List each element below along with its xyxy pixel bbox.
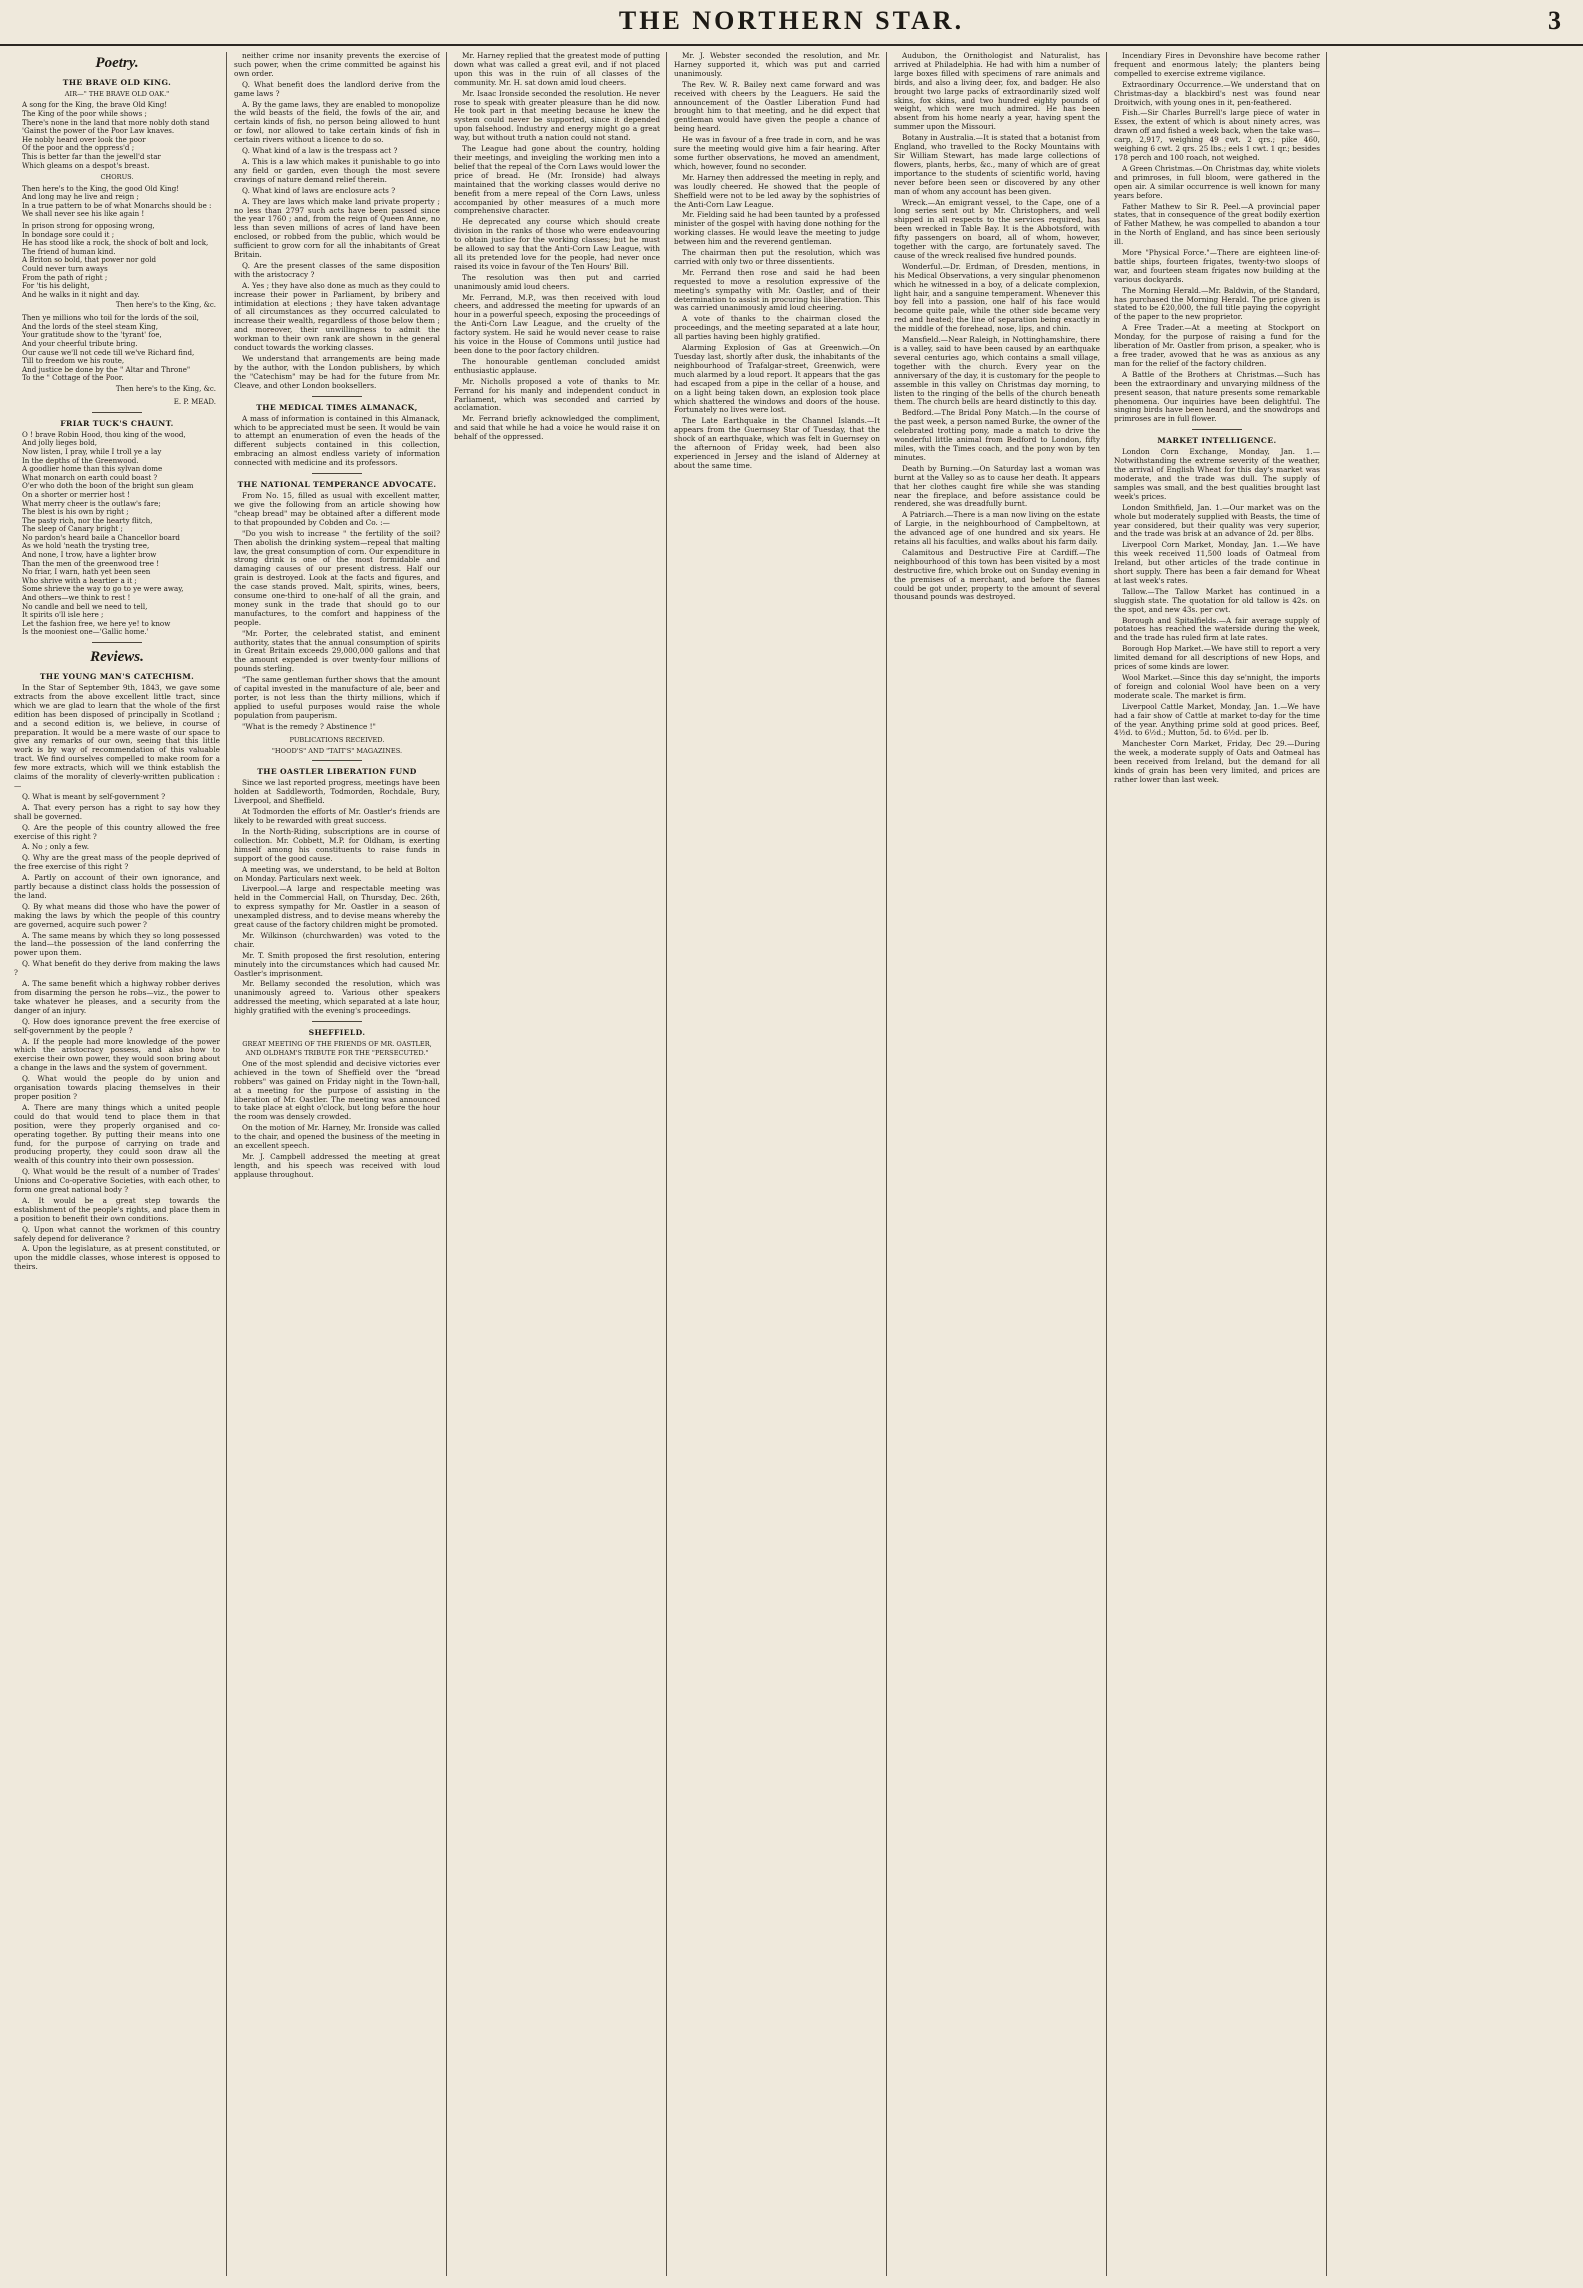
poem-stanza	[14, 101, 220, 170]
paragraph: Death by Burning.—On Saturday last a woman was burnt at the Valley so as to cause her death. It appears that her clothes caught fire while she was standing near the fireplace, and before assistance could be rendered, she was dreadfully burnt.	[894, 463, 1100, 509]
article-body	[14, 684, 220, 1272]
poem-air: AIR—" THE BRAVE OLD OAK."	[64, 90, 170, 98]
published-label: PUBLICATIONS RECEIVED.	[289, 735, 385, 744]
paragraph: Botany in Australia.—It is stated that a botanist from England, who travelled to the Rocky Mountains with Sir William Stewart, has made large collections of flowers, plants, herbs, &c., many of which are of great importance to the students of scientific world, having never before been seen or discovered by any other man of whom any account has been given.	[894, 133, 1100, 196]
paragraph: At Todmorden the efforts of Mr. Oastler's friends are likely to be rewarded with great success.	[234, 807, 440, 826]
paragraph: "What is the remedy ? Abstinence !"	[242, 721, 376, 731]
paragraph: Liverpool Corn Market, Monday, Jan. 1.—We have this week received 11,500 loads of Oatmeal from Ireland, but other articles of the trade continue in short supply. There has been a fair demand for Wheat at last week's rates.	[1114, 540, 1320, 585]
article-title: THE NATIONAL TEMPERANCE ADVOCATE.	[237, 480, 437, 490]
verse-line: And others—we think to rest !	[22, 593, 131, 603]
divider	[312, 396, 362, 397]
paragraph: We understand that arrangements are being made by the author, with the London publishers, by which the "Catechism" may be had for the future from Mr. Cleave, and other London booksellers.	[234, 354, 440, 390]
paragraph: On the motion of Mr. Harney, Mr. Ironside was called to the chair, and opened the business of the meeting in an excellent speech.	[234, 1123, 440, 1151]
article-title: THE MEDICAL TIMES ALMANACK,	[256, 402, 418, 412]
masthead	[0, 0, 1583, 46]
article-title: SHEFFIELD.	[308, 1028, 366, 1038]
verse-line: Our cause we'll not cede till we've Richard find,	[22, 347, 195, 357]
paragraph: Mr. J. Webster seconded the resolution, and Mr. Harney supported it, which was put and carried unanimously.	[674, 52, 880, 78]
article-body	[1114, 448, 1320, 785]
column-4	[674, 52, 880, 2276]
paragraph: Mr. J. Campbell addressed the meeting at great length, and his speech was received with loud applause throughout.	[234, 1151, 440, 1179]
paragraph: A. No ; only a few.	[22, 842, 90, 852]
article-title: THE YOUNG MAN'S CATECHISM.	[39, 672, 195, 681]
verse-line: The sleep of Canary bright ;	[22, 524, 123, 534]
article-body	[234, 492, 440, 732]
column-7	[1334, 52, 1569, 2276]
poem-stanza	[14, 314, 220, 383]
paragraph: Extraordinary Occurrence.—We understand that on Christmas-day a blackbird's nest was found near Droitwich, with young ones in it, pen-feathered.	[1114, 79, 1320, 107]
column-rule	[1106, 52, 1107, 2276]
verse-line: A goodlier home than this sylvan dome	[22, 464, 163, 474]
verse-line: And none, I trow, have a lighter brow	[22, 550, 157, 560]
poem-chorus	[14, 185, 220, 219]
paragraph: "The same gentleman further shows that the amount of capital invested in the manufacture of ale, beer and porter, is not less than the thirty millions, which if applied to useful purposes would raise the whole population from pauperism.	[234, 675, 440, 720]
paragraph: Mansfield.—Near Raleigh, in Nottinghamshire, there is a valley, said to have been caused by an earthquake several centuries ago, which contains a small village, together with the church. Every year on the anniversary of the day, it is customary for the people to assemble in this valley on Christmas day morning, to listen to the ringing of the bells of the church beneath them. The church bells are heard distinctly to this day.	[894, 335, 1100, 407]
column-2	[234, 52, 440, 2276]
verse-line: It spirits o'll isle here ;	[22, 610, 104, 620]
column-6	[1114, 52, 1320, 2276]
poem-verse	[14, 431, 220, 637]
paragraph: A. The same benefit which a highway robber derives from disarming the person he robs—viz., the power to take whatever he pleases, and a security from the danger of an injury.	[14, 979, 220, 1015]
verse-line: Who shrive with a heartier a it ;	[22, 575, 137, 585]
paragraph: A vote of thanks to the chairman closed the proceedings, and the meeting separated at a late hour, all parties having been highly gratified.	[674, 314, 880, 342]
paragraph: Mr. Wilkinson (churchwarden) was voted to the chair.	[234, 930, 440, 949]
verse-line: We shall never see his like again !	[22, 209, 145, 219]
poetry-section-title: Poetry.	[95, 55, 139, 71]
paragraph: Bedford.—The Bridal Pony Match.—In the course of the past week, a person named Burke, the owner of the celebrated trotting pony, made a match to drive the wonderful little animal from Bedford to London, fifty miles, with the Times coach, and the pony won by ten minutes.	[894, 408, 1100, 462]
verse-line: No pardon's heard baile a Chancellor board	[22, 532, 180, 542]
verse-line: And your cheerful tribute bring.	[22, 338, 138, 348]
paragraph: Q. What would be the result of a number of Trades' Unions and Co-operative Societies, with each other, to form one great national body ?	[14, 1167, 220, 1195]
divider	[312, 473, 362, 474]
paragraph: Alarming Explosion of Gas at Greenwich.—On Tuesday last, shortly after dusk, the inhabitants of the neighbourhood of Trafalgar-street, Greenwich, were much alarmed by a loud report. It appears that the gas had escaped from a pipe in the cellar of a house, and on a light being taken down, an explosion took place which shattered the windows and doors of the house. Fortunately no lives were lost.	[674, 343, 880, 415]
article-body	[454, 52, 660, 442]
paragraph: Mr. T. Smith proposed the first resolution, entering minutely into the circumstances which had caused Mr. Oastler's imprisonment.	[234, 950, 440, 978]
verse-line: In the depths of the Greenwood.	[22, 455, 139, 465]
paragraph: Borough and Spitalfields.—A fair average supply of potatoes has reached the waterside during the week, and the trade has ruled firm at late rates.	[1114, 615, 1320, 643]
paragraph: Q. What kind of a law is the trespass act ?	[242, 146, 398, 156]
paragraph: Q. Are the people of this country allowed the free exercise of this right ?	[14, 822, 220, 841]
divider	[312, 1021, 362, 1022]
paragraph: Borough Hop Market.—We have still to report a very limited demand for all descriptions of new Hops, and prices of some kinds are lower.	[1114, 644, 1320, 672]
column-rule	[886, 52, 887, 2276]
paragraph: The resolution was then put and carried unanimously amid loud cheers.	[454, 272, 660, 291]
paragraph: Since we last reported progress, meetings have been holden at Saddleworth, Todmorden, Rochdale, Bury, Liverpool, and Sheffield.	[234, 778, 440, 806]
paragraph: Q. What is meant by self-government ?	[22, 791, 166, 801]
article-body	[1114, 52, 1320, 424]
paragraph: neither crime nor insanity prevents the exercise of such power, when the crime committed be against his own order.	[234, 52, 440, 78]
paragraph: Q. What kind of laws are enclosure acts ?	[242, 185, 396, 195]
paragraph: A. That every person has a right to say how they shall be governed.	[14, 802, 220, 821]
paragraph: A mass of information is contained in this Almanack, which to be appreciated must be seen. It would be vain to attempt an enumeration of even the heads of the different subjects contained in this collection, embracing an almost endless variety of information connected with medicine and its professors.	[234, 413, 440, 468]
verse-line: A Briton so bold, that power nor gold	[22, 255, 157, 265]
poem-stanza	[14, 222, 220, 299]
paragraph: The chairman then put the resolution, which was carried with only two or three dissentients.	[674, 248, 880, 266]
paragraph: Q. What would the people do by union and organisation towards placing themselves in their proper position ?	[14, 1074, 220, 1101]
paragraph: Mr. Isaac Ironside seconded the resolution. He never rose to speak with greater pleasure than he did now. He took part in that meeting because he knew the system could never be supported, since it depended upon falsehood. Industry and energy might go a great way, but without truth a nation could not stand.	[454, 88, 660, 143]
paragraph: Tallow.—The Tallow Market has continued in a sluggish state. The quotation for old tallow is 42s. on the spot, and new 43s. per cwt.	[1114, 586, 1320, 614]
verse-line: Then here's to the King, the good Old King!	[22, 183, 180, 193]
paragraph: Manchester Corn Market, Friday, Dec 29.—During the week, a moderate supply of Oats and Oatmeal has been received from Ireland, but the demand for all kinds of grain has been very limited, and prices are rather lower than last week.	[1114, 739, 1320, 784]
verse-line: The friend of human kind.	[22, 246, 116, 256]
paragraph: Fish.—Sir Charles Burrell's large piece of water in Essex, the extent of which is about ninety acres, was drawn off and fished a week back, when the take was—carp, 2,917, weighing 49 cwt. 2 qrs.; pike 460, weighing 6 cwt. 2 qrs. 25 lbs.; eels 1 cwt. 1 qr.; besides 178 perch and 100 roach, not weighed.	[1114, 108, 1320, 162]
poem-signature: E. P. MEAD.	[173, 397, 216, 406]
publications-list: "HOOD'S" AND "TAIT'S" MAGAZINES.	[271, 747, 403, 756]
paragraph: Q. How does ignorance prevent the free exercise of self-government by the people ?	[14, 1016, 220, 1035]
verse-line: In prison strong for opposing wrong,	[22, 220, 155, 230]
paragraph: The honourable gentleman concluded amidst enthusiastic applause.	[454, 356, 660, 375]
verse-line: What monarch on earth could boast ?	[22, 472, 158, 482]
paragraph: Q. Upon what cannot the workmen of this country safely depend for deliverance ?	[14, 1224, 220, 1243]
paragraph: Liverpool.—A large and respectable meeting was held in the Commercial Hall, on Thursday, Dec. 26th, to express sympathy for Mr. Oastler in a season of unexampled distress, and to devise means whereby the great cause of the factory children might be promoted.	[234, 884, 440, 930]
verse-line: No friar, I warn, hath yet been seen	[22, 567, 151, 577]
verse-line: O ! brave Robin Hood, thou king of the wood,	[22, 429, 186, 439]
column-5	[894, 52, 1100, 2276]
paragraph: Mr. Nicholls proposed a vote of thanks to Mr. Ferrand for his manly and independent conduct in Parliament, which was seconded and carried by acclamation.	[454, 376, 660, 413]
verse-line: The King of the poor while shows ;	[22, 109, 147, 118]
paragraph: Wonderful.—Dr. Erdman, of Dresden, mentions, in his Medical Observations, a very singular phenomenon which he witnessed in a boy, of a delicate complexion, light hair, and a sanguine temperament. Whenever this boy fell into a passion, one half of his face would become quite pale, while the other side became very red and heated; the line of separation being exactly in the middle of the forehead, nose, lips, and chin.	[894, 261, 1100, 334]
column-rule	[226, 52, 227, 2276]
article-title: MARKET INTELLIGENCE.	[1157, 436, 1277, 446]
paragraph: Q. Why are the great mass of the people deprived of the free exercise of this right ?	[14, 853, 220, 872]
paragraph: A. They are laws which make land private property ; no less than 2797 such acts have been passed since the year 1760 ; and, from the reign of Queen Anne, no less than seven millions of acres of land have been enclosed, or robbed from the public, which would be sufficient to grow corn for all the inhabitants of Great Britain.	[234, 196, 440, 260]
verse-line: On a shorter or merrier host !	[22, 489, 130, 499]
paragraph: A Free Trader.—At a meeting at Stockport on Monday, for the purpose of raising a fund for the liberation of Mr. Oastler from prison, a speaker, who is a free trader, avowed that he was as anxious as any man for the relief of the factory children.	[1114, 323, 1320, 368]
verse-line: 'Gainst the power of the Poor Law knaves.	[22, 126, 175, 136]
paragraph: A. The same means by which they so long possessed the land—the possession of the land conferring the power upon them.	[14, 930, 220, 958]
paragraph: A meeting was, we understand, to be held at Bolton on Monday. Particulars next week.	[234, 864, 440, 883]
paragraph: Calamitous and Destructive Fire at Cardiff.—The neighbourhood of this town has been visited by a most destructive fire, which broke out on Sunday evening in the premises of a merchant, and before the flames could be got under, property to the amount of several thousand pounds was destroyed.	[894, 547, 1100, 602]
verse-line: He has stood like a rock, the shock of bolt and lock,	[22, 238, 209, 248]
verse-line: Could never turn aways	[22, 263, 108, 273]
verse-line: And he walks in it night and day.	[22, 289, 140, 299]
page-number: 3	[1548, 6, 1561, 35]
paragraph: He deprecated any course which should create division in the ranks of those who were endeavouring to obtain justice for the working classes; but he must be allowed to say that the Anti-Corn Law League, with all its pretended love for the people, had never once raised its voice in favour of the Ten Hours' Bill.	[454, 217, 660, 271]
paragraph: "Do you wish to increase " the fertility of the soil? Then abolish the drinking system—repeal that malting law, the great consumption of corn. Our expenditure in strong drink is one of the most formidable and damaging causes of our present distress. Half our grain is destroyed. Look at the facts and figures, and the case stands proved. Malt, spirits, wines, beers, consume one-third to one-half of all the grain, and money sunk in the trade that should go to our manufactures, to the comfort and happiness of the people.	[234, 528, 440, 627]
columns-container	[14, 52, 1569, 2276]
paragraph: Q. What benefit do they derive from making the laws ?	[14, 959, 220, 978]
verse-line: And long may he live and reign ;	[22, 192, 139, 202]
verse-line: Till to freedom we his route,	[22, 356, 125, 366]
paragraph: Mr. Harney then addressed the meeting in reply, and was loudly cheered. He showed that the people of Sheffield were not to be led away by the sophistries of the Anti-Corn Law League.	[674, 172, 880, 209]
paragraph: More "Physical Force."—There are eighteen line-of-battle ships, fourteen frigates, twenty-two sloops of war, and fourteen steam frigates now building at the various dockyards.	[1114, 248, 1320, 284]
column-3	[454, 52, 660, 2276]
verse-line: Then ye millions who toil for the lords of the soil,	[22, 313, 199, 323]
divider	[92, 642, 142, 643]
verse-line: Than the men of the greenwood tree !	[22, 558, 160, 568]
verse-line: What merry cheer is the outlaw's fare;	[22, 498, 161, 508]
paragraph: Mr. Ferrand briefly acknowledged the compliment, and said that while he had a voice he would raise it on behalf of the oppressed.	[454, 414, 660, 442]
article-body	[234, 1060, 440, 1180]
verse-line: Some shrieve the way to go to ye were away,	[22, 584, 184, 594]
verse-line: In bondage sore could it ;	[22, 229, 115, 239]
paragraph: A. By the game laws, they are enabled to monopolize the wild beasts of the field, the fowls of the air, and certain kinds of fish, no person being allowed to hunt or fowl, nor allowed to take certain kinds of fish in certain rivers without a licence to do so.	[234, 99, 440, 145]
verse-line: To the " Cottage of the Poor.	[22, 373, 124, 383]
poem-refrain: Then here's to the King, &c.	[115, 384, 216, 393]
paragraph: Incendiary Fires in Devonshire have become rather frequent and enormous lately; the planters being compelled to exercise extreme vigilance.	[1114, 52, 1320, 78]
paragraph: In the North-Riding, subscriptions are in course of collection. Mr. Cobbett, M.P. for Oldham, is exerting himself among his constituents to raise funds in support of the good cause.	[234, 826, 440, 863]
paragraph: Wool Market.—Since this day se'nnight, the imports of foreign and colonial Wool have been on a very moderate scale. The market is firm.	[1114, 673, 1320, 700]
paragraph: He was in favour of a free trade in corn, and he was sure the meeting would give him a fair hearing. After some further observations, he moved an amendment, which, however, found no seconder.	[674, 135, 880, 171]
verse-line: And justice be done by the " Altar and Throne"	[22, 364, 191, 374]
column-rule	[446, 52, 447, 2276]
paragraph: Father Mathew to Sir R. Peel.—A provincial paper states, that in consequence of the great bodily exertion of Father Mathew, he was compelled to abandon a tour in the North of England, and has since been seriously ill.	[1114, 201, 1320, 247]
paragraph: The Rev. W. R. Bailey next came forward and was received with cheers by the Leaguers. He said the announcement of the Oastler Liberation Fund had brought him to that meeting, and he did expect that gentleman would have given the people a chance of being heard.	[674, 79, 880, 134]
paragraph: A. This is a law which makes it punishable to go into any field or garden, even though the most severe cravings of nature demand relief therein.	[234, 156, 440, 184]
verse-line: In a true pattern to be of what Monarchs should be :	[22, 200, 212, 210]
verse-line: Now listen, I pray, while I troll ye a lay	[22, 446, 162, 456]
article-title: THE OASTLER LIBERATION FUND	[257, 767, 417, 777]
newspaper-title: THE NORTHERN STAR.	[618, 6, 965, 35]
verse-line: O'er who doth the boon of the bright sun gleam	[22, 481, 194, 491]
divider	[1192, 429, 1242, 430]
paragraph: A Patriarch.—There is a man now living on the estate of Largie, in the neighbourhood of Campbeltown, at the advanced age of one hundred and six years. He retains all his faculties, and walks about his farm daily.	[894, 510, 1100, 547]
paragraph: Wreck.—An emigrant vessel, to the Cape, one of a long series sent out by Mr. Christophers, and well shipped in all respects to the services required, has been wrecked in Table Bay. It is the Abbotsford, with fifty passengers on board, all of whom, however, together with the cargo, are fortunately saved. The cause of the wreck realised five hundred pounds.	[894, 197, 1100, 260]
paragraph: Mr. Bellamy seconded the resolution, which was unanimously agreed to. Various other speakers addressed the meeting, which separated at a late hour, highly gratified with the evening's proceedings.	[234, 979, 440, 1016]
verse-line: For 'tis his delight,	[22, 281, 90, 291]
verse-line: A song for the King, the brave Old King!	[22, 100, 168, 110]
paragraph: A. There are many things which a united people could do that would tend to place them in that position, were they properly organised and co-operating together. By putting their means into one fund, for the purpose of carrying on trade and producing property, they could soon draw all the wealth of this country into their own possession.	[14, 1102, 220, 1166]
verse-line: As we hold 'neath the trysting tree,	[22, 541, 150, 551]
paragraph: A Battle of the Brothers at Christmas.—Such has been the extraordinary and unvarying mildness of the present season, that nature presents some remarkable phenomena. Our inquiries have been delightful. The singing birds have been heard, and the snowdrops and primroses are in full flower.	[1114, 369, 1320, 424]
paragraph: A. Yes ; they have also done as much as they could to increase their power in Parliament, by bribery and intimidation at elections ; they have taken advantage of all circumstances as they occurred calculated to increase their wealth, regardless of those below them ; and moreover, their unwillingness to admit the workman to their own rank are shown in the general conduct towards the working classes.	[234, 280, 440, 353]
paragraph: Mr. Harney replied that the greatest mode of putting down what was called a great evil, and if not placed upon this was in the ruin of all classes of the community. Mr. H. sat down amid loud cheers.	[454, 52, 660, 87]
verse-line: From the path of right ;	[22, 272, 108, 282]
verse-line: There's none in the land that more nobly doth stand	[22, 117, 210, 127]
divider	[92, 412, 142, 413]
paragraph: Q. What benefit does the landlord derive from the game laws ?	[234, 79, 440, 98]
paragraph: Audubon, the Ornithologist and Naturalist, has arrived at Philadelphia. He had with him a number of large boxes filled with specimens of rare animals and birds, and also a living deer, fox, and badger. He also brought two large packs of extraordinarily sized wolf skins, fox skins, and two hundred eighty pounds of weight, which were much admired. He has been absent from his home nearly a year, having spent the summer upon the Missouri.	[894, 52, 1100, 132]
verse-line: This is better far than the jewell'd star	[22, 151, 161, 161]
article-body	[894, 52, 1100, 602]
paragraph: A Green Christmas.—On Christmas day, white violets and primroses, in full bloom, were gathered in the open air. A similar occurrence is well known for many years before.	[1114, 163, 1320, 200]
column-1	[14, 52, 220, 2276]
verse-line: Your gratitude show to the 'tyrant' foe,	[22, 330, 162, 340]
column-rule	[1326, 52, 1327, 2276]
verse-line: He nobly heard over look the poor	[22, 134, 146, 144]
reviews-section-title: Reviews.	[90, 649, 144, 665]
paragraph: Q. Are the present classes of the same disposition with the aristocracy ?	[234, 260, 440, 279]
paragraph: A. If the people had more knowledge of the power which the aristocracy possess, and also how to exercise their own power, they would soon bring about a change in the laws and the system of government.	[14, 1036, 220, 1073]
paragraph: Mr. Ferrand, M.P., was then received with loud cheers, and addressed the meeting for upwards of an hour in a powerful speech, exposing the proceedings of the Anti-Corn Law League, and the cruelty of the factory system. He said he would never cease to raise his voice in the House of Commons until justice had been done to the poor factory children.	[454, 292, 660, 355]
verse-line: No candle and bell we need to tell,	[22, 601, 148, 611]
verse-line: And jolly lieges bold,	[22, 438, 98, 448]
poem-title: THE BRAVE OLD KING.	[62, 78, 172, 87]
paragraph: Mr. Ferrand then rose and said he had been requested to move a resolution expressive of the meeting's sympathy with Mr. Oastler, and of their determination to assist in procuring his liberation. This was carried unanimously amid loud cheering.	[674, 267, 880, 313]
paragraph: "Mr. Porter, the celebrated statist, and eminent authority, states that the annual consumption of spirits in Great Britain exceeds 29,000,000 gallons and that the amount expended is over twenty-four millions of pounds sterling.	[234, 628, 440, 674]
divider	[312, 760, 362, 761]
poem-title: FRIAR TUCK'S CHAUNT.	[60, 418, 174, 428]
poem-refrain: Then here's to the King, &c.	[115, 301, 216, 310]
paragraph: A. Partly on account of their own ignorance, and partly because a distinct class holds the possession of the land.	[14, 873, 220, 900]
column-rule	[666, 52, 667, 2276]
verse-line: Of the poor and the oppress'd ;	[22, 143, 135, 153]
paragraph: Q. By what means did those who have the power of making the laws by which the people of this country are governed, acquire such power ?	[14, 901, 220, 929]
paragraph: In the Star of September 9th, 1843, we gave some extracts from the above excellent little tract, since which we are glad to learn that the whole of the first edition has been disposed of principally in Scotland ; and a second edition is, we believe, in course of preparation. It would be a mere waste of our space to give any remarks of our own, seeing that this little work is by way of recommendation of this valuable tract. We find ourselves compelled to make room for a few more extracts, which will we think establish the claims of the morality of cleverly-written publication :—	[14, 683, 220, 790]
verse-line: And the lords of the steel steam King,	[22, 321, 158, 331]
paragraph: A. It would be a great step towards the establishment of the people's rights, and place them in a position to benefit their own conditions.	[14, 1195, 220, 1223]
paragraph: London Smithfield, Jan. 1.—Our market was on the whole but moderately supplied with Beasts, the time of year considered, but their quality was very superior, and the trade was brisk at an advance of 2d. per 8lbs.	[1114, 502, 1320, 539]
verse-line: The blest is his own by right ;	[22, 507, 129, 517]
paragraph: The League had gone about the country, holding their meetings, and inveigling the working men into a belief that the repeal of the Corn Laws would lower the price of bread. He (Mr. Ironside) had always maintained that the working classes would derive no benefit from a mere repeal of the Corn Laws, unless accompanied by other measures of a much more comprehensive character.	[454, 144, 660, 216]
chorus-label: CHORUS.	[100, 173, 134, 182]
verse-line: Let the fashion free, we here ye! to know	[22, 618, 171, 628]
paragraph: Liverpool Cattle Market, Monday, Jan. 1.—We have had a fair show of Cattle at market to-day for the time of the year. Anything prime sold at good prices. Beef, 4½d. to 6½d.; Mutton, 5d. to 6½d. per lb.	[1114, 701, 1320, 738]
verse-line: The pasty rich, nor the hearty flitch,	[22, 515, 153, 525]
article-body	[674, 52, 880, 471]
article-body	[234, 779, 440, 1016]
verse-line: Is the mooniest one—'Gallic home.'	[22, 627, 149, 637]
verse-line: Which gleams on a despot's breast.	[22, 160, 150, 170]
paragraph: From No. 15, filled as usual with excellent matter, we give the following from an article showing how "cheap bread" may be obtained after a different mode to that propounded by Cobden and Co. :—	[234, 491, 440, 527]
article-subtitle: GREAT MEETING OF THE FRIENDS OF MR. OASTLER, AND OLDHAM'S TRIBUTE FOR THE "PERSECUTED."	[242, 1040, 432, 1057]
paragraph: The Morning Herald.—Mr. Baldwin, of the Standard, has purchased the Morning Herald. The price given is stated to be £20,000, the full title paying the copyright of the paper to the new proprietor.	[1114, 285, 1320, 322]
paragraph: One of the most splendid and decisive victories ever achieved in the town of Sheffield over the "bread robbers" was gained on Friday night in the Town-hall, at a meeting for the purpose of assisting in the liberation of Mr. Oastler. The meeting was announced to take place at eight o'clock, but long before the hour the room was densely crowded.	[234, 1058, 440, 1122]
paragraph: The Late Earthquake in the Channel Islands.—It appears from the Guernsey Star of Tuesday, that the shock of an earthquake, which was felt in Guernsey on the afternoon of Friday week, had been also experienced in Jersey and the island of Alderney at about the same time.	[674, 416, 880, 470]
paragraph: London Corn Exchange, Monday, Jan. 1.—Notwithstanding the extreme severity of the weather, the arrival of English Wheat for this day's market was moderate, and the trade was dull. The supply of samples was small, and the best qualities brought last week's prices.	[1114, 447, 1320, 501]
paragraph: Mr. Fielding said he had been taunted by a professed minister of the gospel with having done nothing for the working classes. He would leave the meeting to judge between him and the reverend gentleman.	[674, 210, 880, 247]
article-body	[234, 415, 440, 468]
paragraph: A. Upon the legislature, as at present constituted, or upon the middle classes, whose interest is opposed to theirs.	[14, 1244, 220, 1272]
article-body	[234, 52, 440, 391]
